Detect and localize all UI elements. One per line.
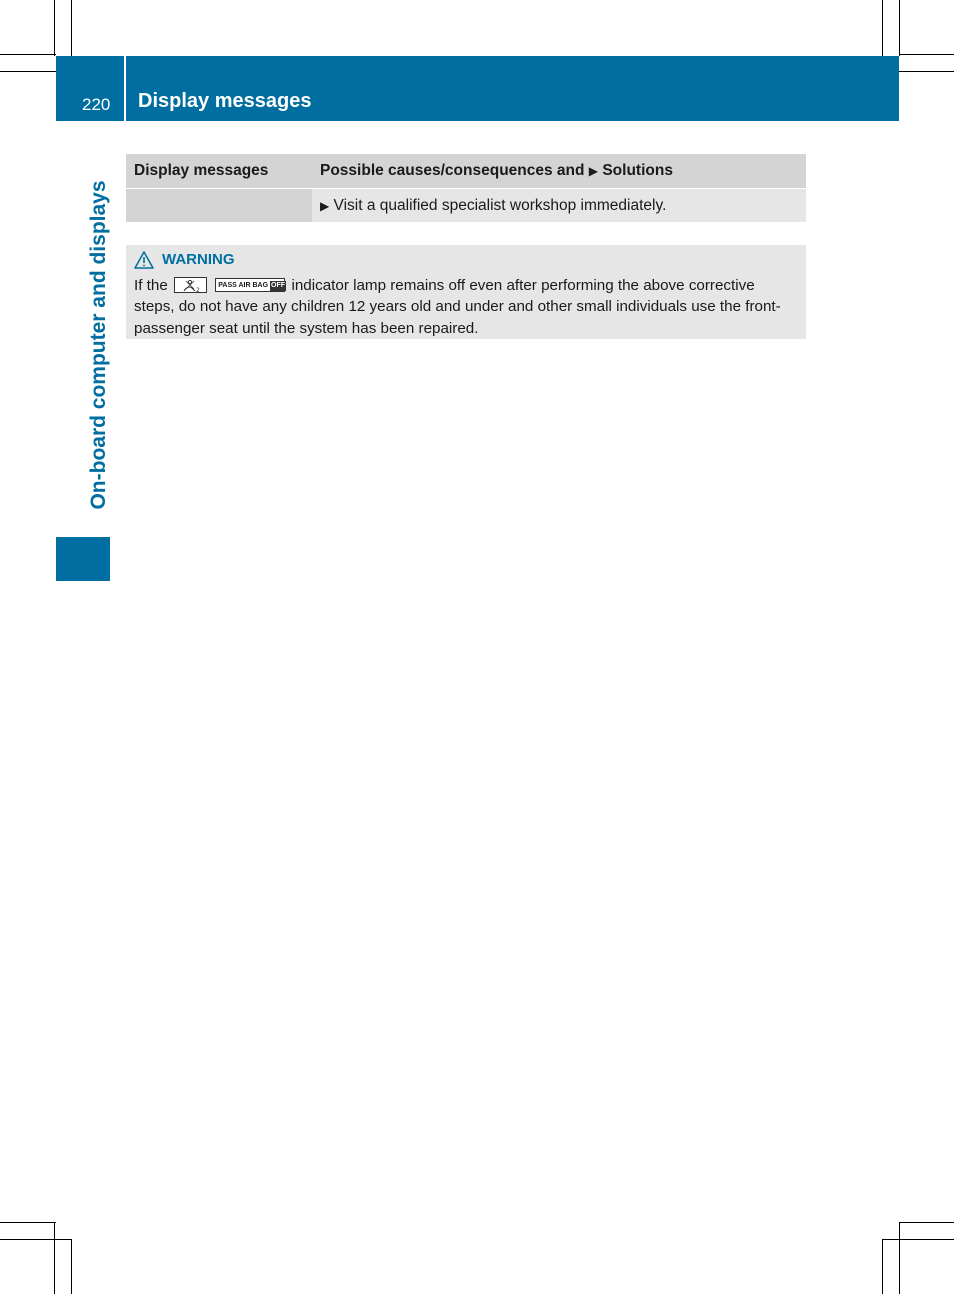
off-badge: OFF xyxy=(271,282,285,290)
crop-mark xyxy=(54,0,55,56)
crop-mark xyxy=(0,1239,72,1240)
warning-heading xyxy=(134,249,798,271)
crop-mark xyxy=(899,54,954,55)
crop-mark xyxy=(899,0,900,56)
crop-mark xyxy=(899,1222,954,1223)
crop-mark xyxy=(0,1222,56,1223)
column-header-causes-solutions xyxy=(312,154,806,189)
warning-label: WARNING xyxy=(162,251,235,268)
column-header-suffix: Solutions xyxy=(602,162,673,179)
table-cell-solution xyxy=(312,189,806,223)
crop-mark xyxy=(71,1239,72,1294)
warning-triangle-icon xyxy=(134,251,154,269)
page-title: Display messages xyxy=(138,90,312,112)
solution-text: Visit a qualified specialist workshop immediately. xyxy=(333,196,667,214)
crop-mark xyxy=(882,1239,954,1240)
crop-mark xyxy=(899,1222,900,1294)
bullet-arrow-icon: ▶ xyxy=(320,198,330,213)
warning-text-end: indicator lamp remains off even after performing the above corrective steps, do not have any children 12 years old and under and other small individuals use the front-passenger seat until the system has been repaired. xyxy=(134,276,781,337)
table-row xyxy=(126,189,806,223)
crop-mark xyxy=(0,54,56,55)
child-seat-airbag-off-icon xyxy=(174,277,207,293)
pass-airbag-text: PASS AIR BAG xyxy=(218,282,269,290)
warning-text xyxy=(134,275,798,340)
column-header-prefix: Possible causes/consequences and xyxy=(320,162,585,179)
chapter-tab-marker xyxy=(56,537,110,581)
crop-mark xyxy=(899,71,954,72)
pass-airbag-off-lamp xyxy=(215,278,285,292)
header-divider xyxy=(124,56,126,121)
crop-mark xyxy=(0,71,56,72)
warning-box xyxy=(126,245,806,339)
crop-mark xyxy=(882,0,883,56)
solution-arrow-icon: ▶ xyxy=(588,164,599,178)
table-cell-message xyxy=(126,189,312,223)
crop-mark xyxy=(54,1222,55,1294)
warning-text-start: If the xyxy=(134,276,168,294)
display-messages-table xyxy=(126,154,806,222)
crop-mark xyxy=(882,1239,883,1294)
crop-mark xyxy=(71,0,72,56)
svg-text:2: 2 xyxy=(196,287,200,294)
table-header-row xyxy=(126,154,806,189)
column-header-display-messages: Display messages xyxy=(126,154,312,189)
page-number: 220 xyxy=(82,95,111,114)
chapter-tab-label: On-board computer and displays xyxy=(87,180,110,510)
